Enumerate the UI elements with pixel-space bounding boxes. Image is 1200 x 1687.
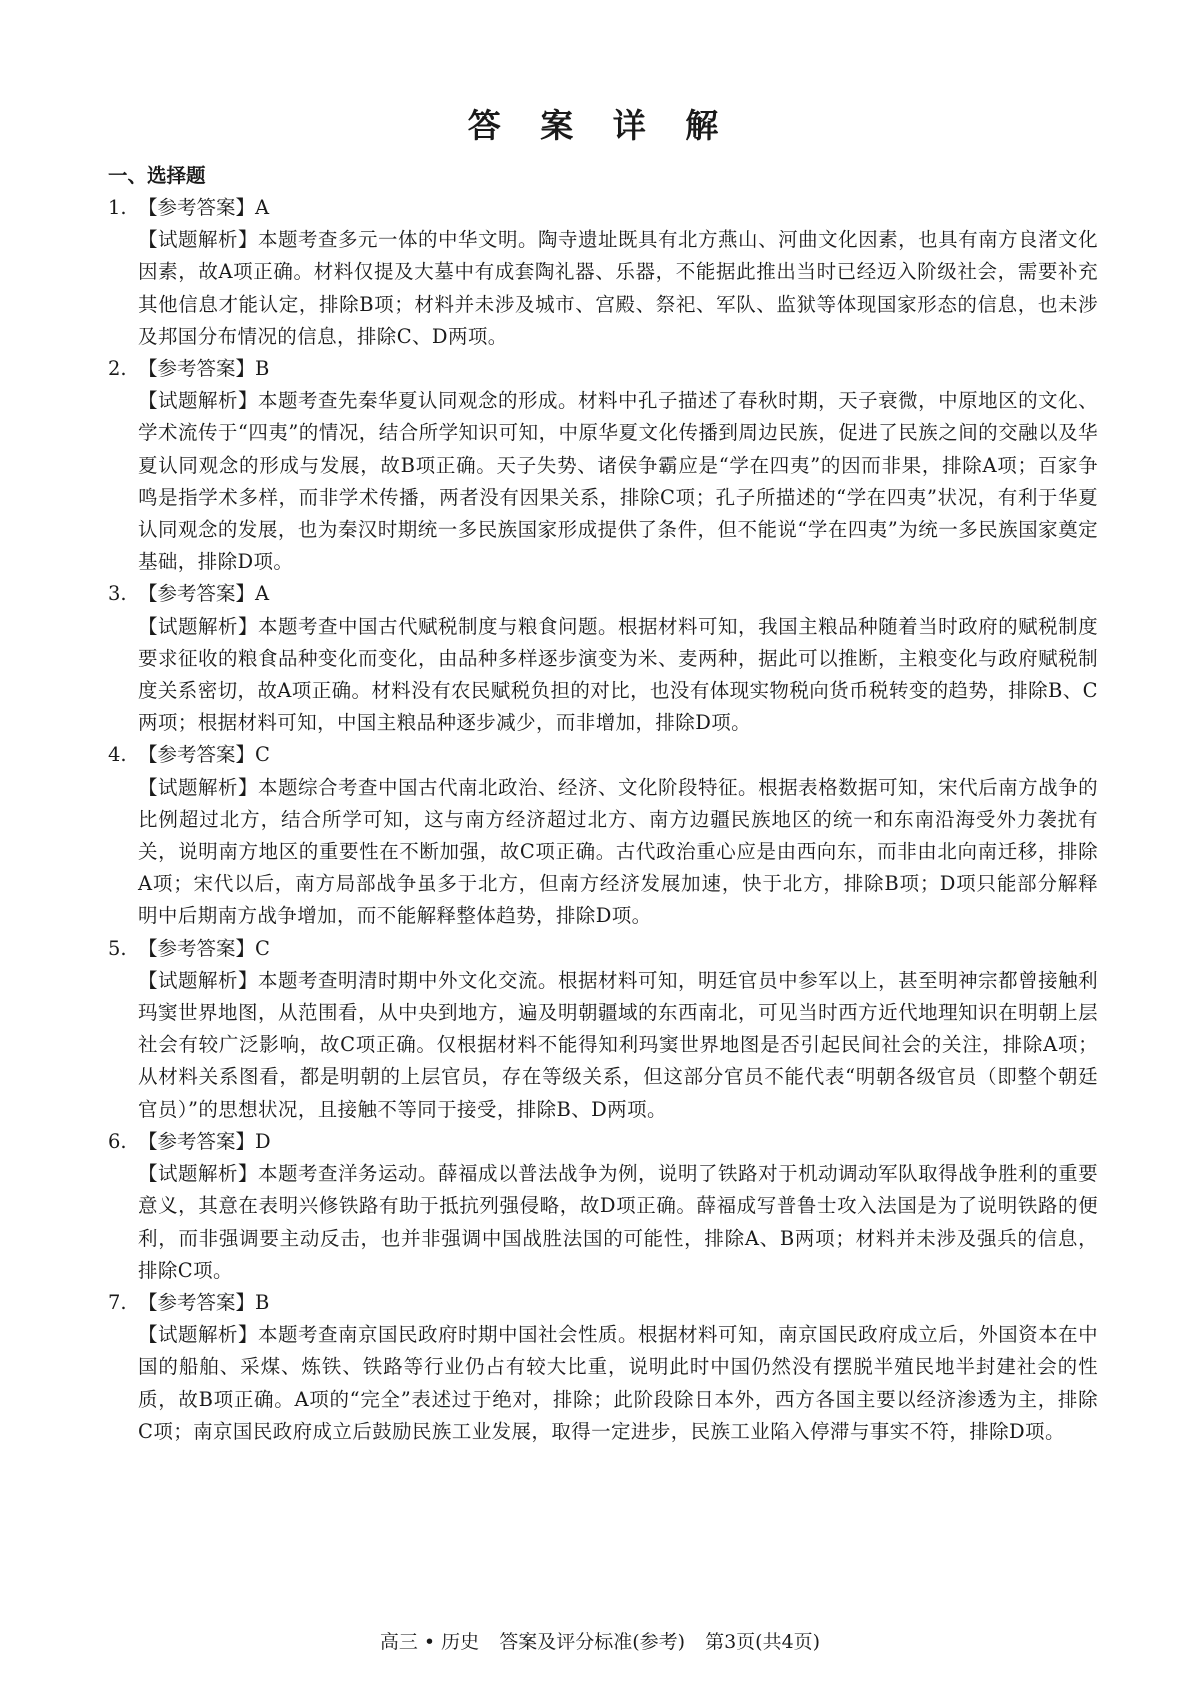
reference-answer: 【参考答案】C [138,936,270,960]
answer-line [108,192,1098,224]
question-number: 4. [108,743,127,767]
question-3 [108,578,1098,739]
question-1 [108,192,1098,353]
question-number: 7. [108,1290,127,1314]
reference-answer: 【参考答案】A [138,196,270,219]
question-number: 2. [108,357,127,381]
explanation-text: 【试题解析】本题考查中国古代赋税制度与粮食问题。根据材料可知，我国主粮品种随着当时政府的赋税制度要求征收的粮食品种变化而变化，由品种多样逐步演变为米、麦两种，据此可以推断，主粮变化与政府赋税制度关系密切，故A项正确。材料没有农民赋税负担的对比，也没有体现实物税向货币税转变的趋势，排除B、C两项；根据材料可知，中国主粮品种逐步减少，而非增加，排除D项。 [138,614,1098,735]
question-5 [108,933,1098,1126]
question-2 [108,353,1098,578]
reference-answer: 【参考答案】B [138,1290,270,1314]
reference-answer: 【参考答案】A [138,582,270,606]
footer-page-info: 第3页(共4页) [705,1631,821,1653]
reference-answer: 【参考答案】C [138,743,270,767]
page-footer [0,1628,1200,1656]
explanation-text: 【试题解析】本题考查多元一体的中华文明。陶寺遗址既具有北方燕山、河曲文化因素，也具有南方良渚文化因素，故A项正确。材料仅提及大墓中有成套陶礼器、乐器，不能据此推出当时已经迈入阶级社会，需要补充其他信息才能认定，排除B项；材料并未涉及城市、宫殿、祭祀、军队、监狱等体现国家形态的信息，也未涉及邦国分布情况的信息，排除C、D两项。 [138,228,1098,348]
explanation-text: 【试题解析】本题考查先秦华夏认同观念的形成。材料中孔子描述了春秋时期，天子衰微，中原地区的文化、学术流传于“四夷”的情况，结合所学知识可知，中原华夏文化传播到周边民族，促进了民族之间的交融以及华夏认同观念的形成与发展，故B项正确。天子失势、诸侯争霸应是“学在四夷”的因而非果，排除A项；百家争鸣是指学术多样，而非学术传播，两者没有因果关系，排除C项；孔子所描述的“学在四夷”状况，有利于华夏认同观念的发展，也为秦汉时期统一多民族国家形成提供了条件，但不能说“学在四夷”为统一多民族国家奠定基础，排除D项。 [138,389,1098,574]
question-7 [108,1287,1098,1448]
question-number: 5. [108,936,127,960]
explanation-text: 【试题解析】本题考查南京国民政府时期中国社会性质。根据材料可知，南京国民政府成立后，外国资本在中国的船舶、采煤、炼铁、铁路等行业仍占有较大比重，说明此时中国仍然没有摆脱半殖民地半封建社会的性质，故B项正确。A项的“完全”表述过于绝对，排除；此阶段除日本外，西方各国主要以经济渗透为主，排除C项；南京国民政府成立后鼓励民族工业发展，取得一定进步，民族工业陷入停滞与事实不符，排除D项。 [138,1323,1098,1443]
section-heading: 一、选择题 [108,164,206,187]
question-4 [108,739,1098,932]
page-title: 答 案 详 解 [467,106,733,145]
question-number: 1. [108,196,127,219]
question-number: 6. [108,1129,127,1153]
explanation-text: 【试题解析】本题考查洋务运动。薛福成以普法战争为例，说明了铁路对于机动调动军队取得战争胜利的重要意义，其意在表明兴修铁路有助于抵抗列强侵略，故D项正确。薛福成写普鲁士攻入法国是为了说明铁路的便利，而非强调要主动反击，也并非强调中国战胜法国的可能性，排除A、B两项；材料并未涉及强兵的信息，排除C项。 [138,1162,1098,1282]
explanation-text: 【试题解析】本题考查明清时期中外文化交流。根据材料可知，明廷官员中参军以上，甚至明神宗都曾接触利玛窦世界地图，从范围看，从中央到地方，遍及明朝疆域的东西南北，可见当时西方近代地理知识在明朝上层社会有较广泛影响，故C项正确。仅根据材料不能得知利玛窦世界地图是否引起民间社会的关注，排除A项；从材料关系图看，都是明朝的上层官员，存在等级关系，但这部分官员不能代表“明朝各级官员（即整个朝廷官员）”的思想状况，且接触不等同于接受，排除B、D两项。 [138,968,1098,1121]
answer-line [108,353,1098,385]
answer-line [108,739,1098,771]
question-6 [108,1126,1098,1287]
question-list [108,192,1098,1448]
question-number: 3. [108,582,127,606]
answer-line [108,578,1098,610]
footer-doc-type: 答案及评分标准(参考) [499,1631,686,1653]
answer-line [108,1126,1098,1158]
answer-line [108,933,1098,965]
explanation-text: 【试题解析】本题综合考查中国古代南北政治、经济、文化阶段特征。根据表格数据可知，宋代后南方战争的比例超过北方，结合所学可知，这与南方经济超过北方、南方边疆民族地区的统一和东南沿海受外力袭扰有关，说明南方地区的重要性在不断加强，故C项正确。古代政治重心应是由西向东，而非由北向南迁移，排除A项；宋代以后，南方局部战争虽多于北方，但南方经济发展加速，快于北方，排除B项；D项只能部分解释明中后期南方战争增加，而不能解释整体趋势，排除D项。 [138,775,1098,928]
reference-answer: 【参考答案】B [138,357,270,381]
reference-answer: 【参考答案】D [138,1129,271,1153]
footer-subject: 高三 • 历史 [379,1631,480,1653]
answer-line [108,1287,1098,1319]
